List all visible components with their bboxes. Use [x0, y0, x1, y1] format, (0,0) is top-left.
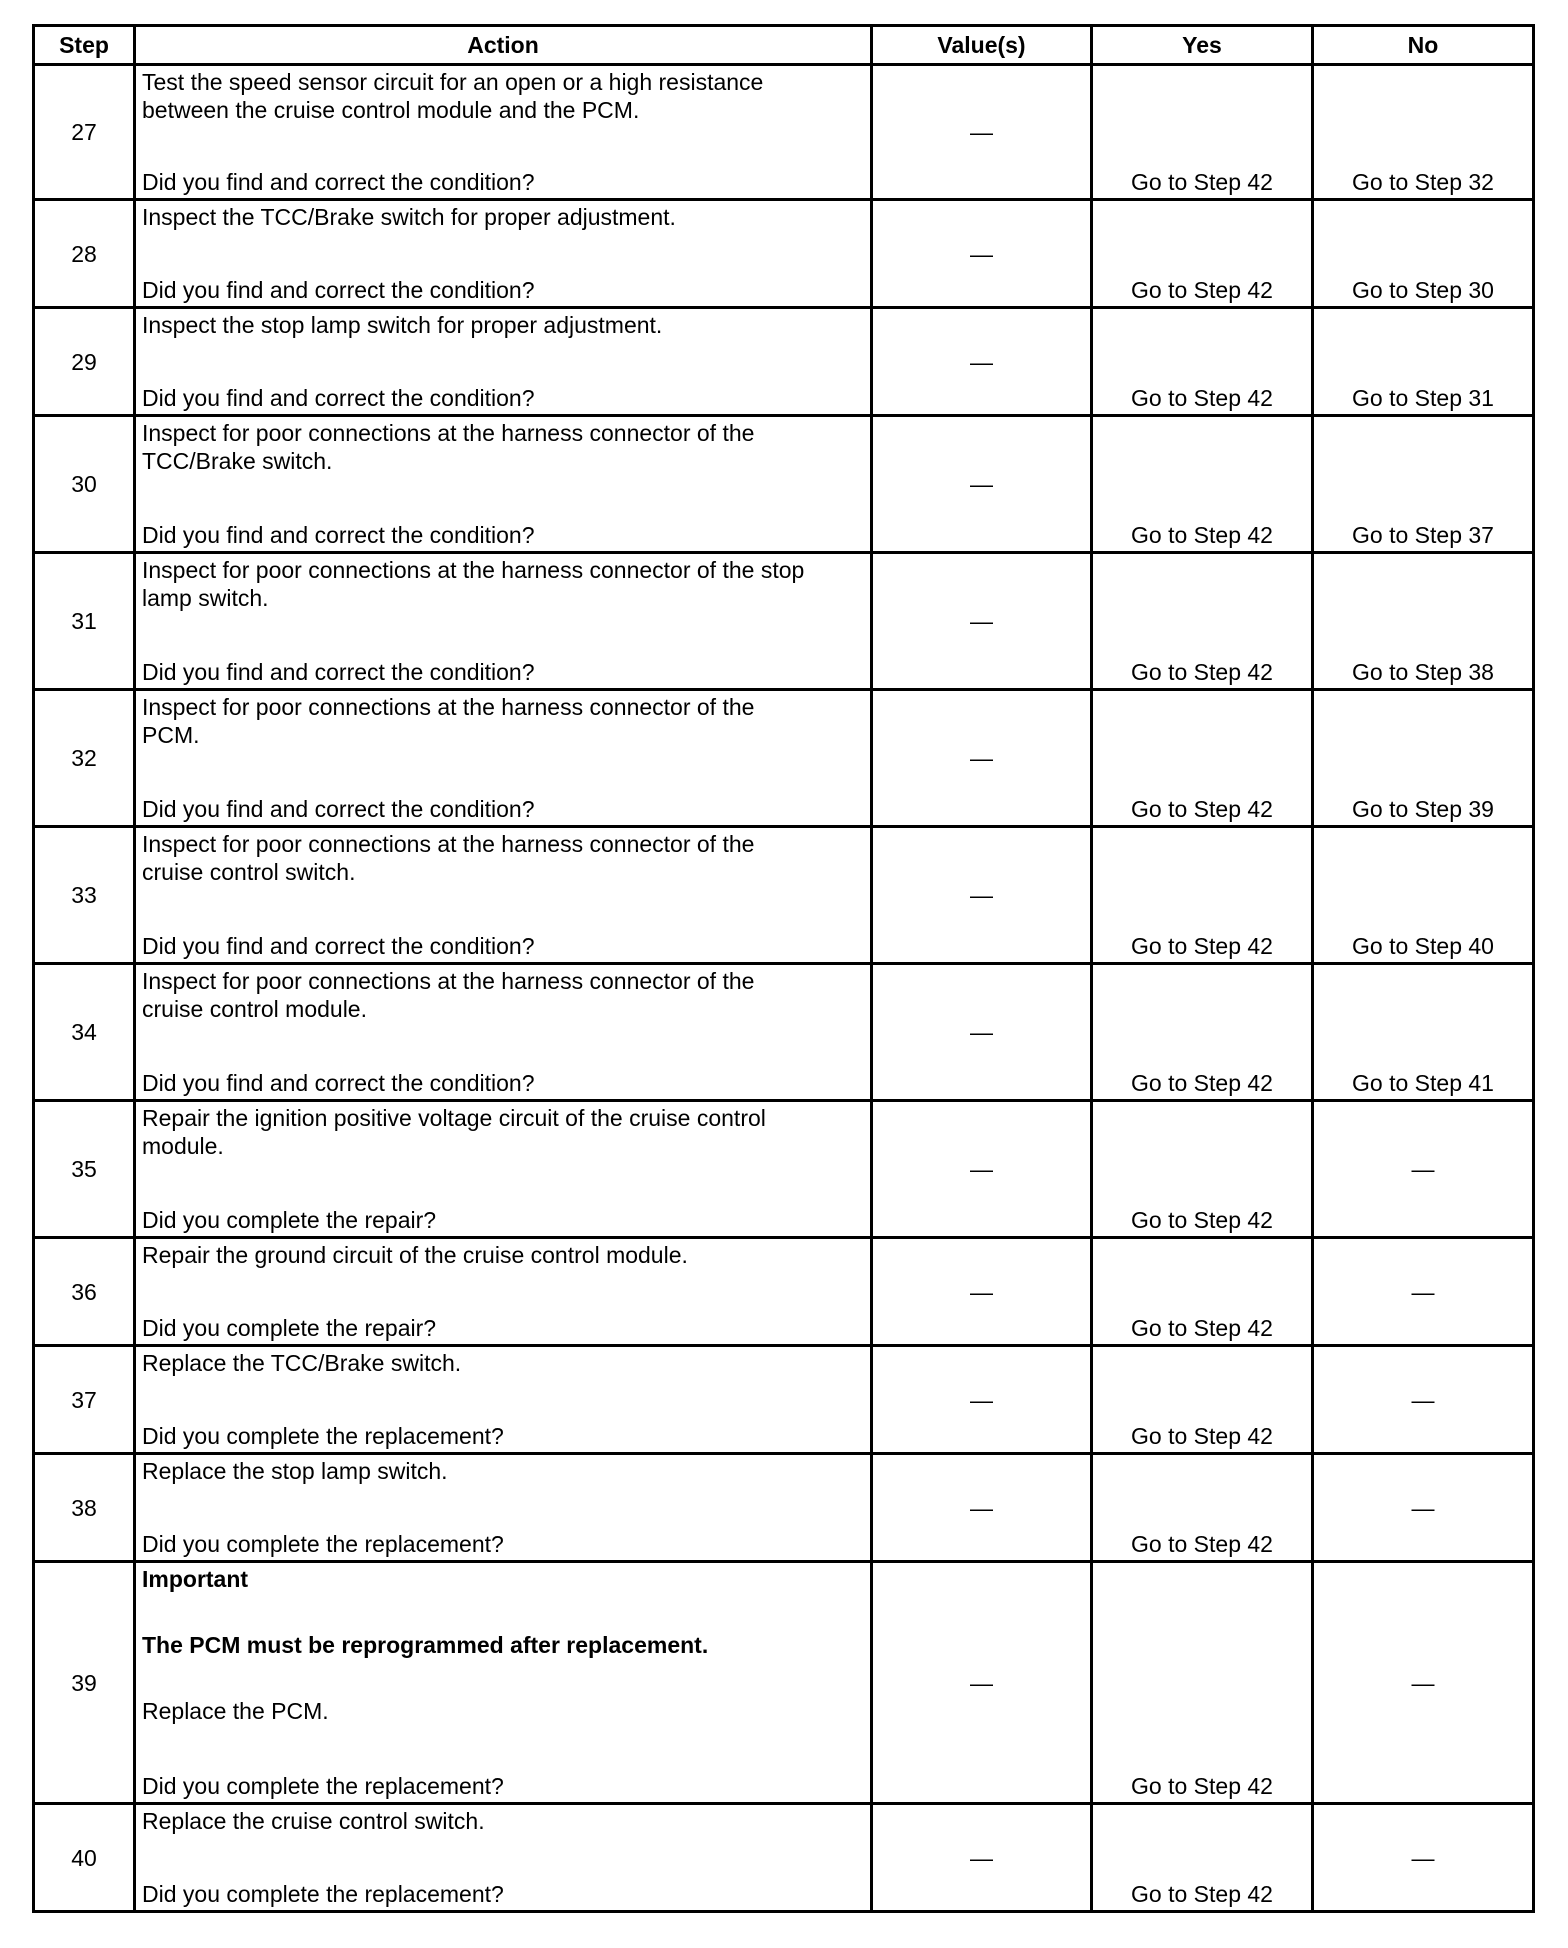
action-line: cruise control switch. — [142, 859, 356, 885]
value-cell: — — [872, 553, 1092, 690]
action-question: Did you find and correct the condition? — [142, 659, 535, 685]
table-row — [34, 1346, 1534, 1454]
action-instructions — [142, 309, 864, 339]
action-instructions — [142, 828, 864, 886]
action-line: Repair the ignition positive voltage circuit of the cruise control — [142, 1105, 766, 1131]
action-line: lamp switch. — [142, 585, 269, 611]
value-cell: — — [872, 1101, 1092, 1238]
table-row — [34, 308, 1534, 416]
action-line: Replace the stop lamp switch. — [142, 1458, 448, 1484]
action-question: Did you complete the replacement? — [142, 1773, 504, 1799]
value-cell: — — [872, 308, 1092, 416]
diagnostic-table — [32, 24, 1535, 1913]
action-line: PCM. — [142, 722, 200, 748]
action-instructions — [142, 554, 864, 612]
action-instructions — [142, 1102, 864, 1160]
no-cell: — — [1313, 1562, 1534, 1804]
table-row — [34, 1562, 1534, 1804]
value-cell: — — [872, 690, 1092, 827]
header-no: No — [1313, 26, 1534, 65]
step-number: 34 — [34, 964, 135, 1101]
step-number: 31 — [34, 553, 135, 690]
header-row — [34, 26, 1534, 65]
no-cell: Go to Step 37 — [1313, 416, 1534, 553]
action-line: module. — [142, 1133, 224, 1159]
table-row — [34, 1804, 1534, 1912]
yes-cell: Go to Step 42 — [1092, 1101, 1313, 1238]
yes-cell: Go to Step 42 — [1092, 416, 1313, 553]
header-values: Value(s) — [872, 26, 1092, 65]
no-cell: Go to Step 39 — [1313, 690, 1534, 827]
action-question: Did you complete the replacement? — [142, 1531, 504, 1557]
table-body — [34, 65, 1534, 1912]
table-row — [34, 1238, 1534, 1346]
yes-cell: Go to Step 42 — [1092, 964, 1313, 1101]
no-cell: Go to Step 32 — [1313, 65, 1534, 200]
action-line: Inspect the stop lamp switch for proper adjustment. — [142, 312, 663, 338]
no-cell: Go to Step 31 — [1313, 308, 1534, 416]
yes-cell: Go to Step 42 — [1092, 553, 1313, 690]
action-line: cruise control module. — [142, 996, 367, 1022]
yes-cell: Go to Step 42 — [1092, 200, 1313, 308]
value-cell: — — [872, 1562, 1092, 1804]
table-row — [34, 1101, 1534, 1238]
action-question: Did you find and correct the condition? — [142, 933, 535, 959]
action-question: Did you complete the replacement? — [142, 1881, 504, 1907]
step-number: 39 — [34, 1562, 135, 1804]
no-cell: — — [1313, 1101, 1534, 1238]
step-number: 32 — [34, 690, 135, 827]
value-cell: — — [872, 827, 1092, 964]
action-cell — [135, 1562, 872, 1804]
no-cell: Go to Step 38 — [1313, 553, 1534, 690]
header-yes: Yes — [1092, 26, 1313, 65]
action-question: Did you find and correct the condition? — [142, 796, 535, 822]
action-line: Inspect for poor connections at the harness connector of the — [142, 420, 755, 446]
step-number: 38 — [34, 1454, 135, 1562]
action-instructions — [142, 1805, 864, 1835]
table-row — [34, 416, 1534, 553]
action-instructions — [142, 417, 864, 475]
action-cell — [135, 416, 872, 553]
yes-cell: Go to Step 42 — [1092, 1804, 1313, 1912]
action-instructions — [142, 1455, 864, 1485]
step-number: 27 — [34, 65, 135, 200]
action-cell — [135, 1454, 872, 1562]
step-number: 33 — [34, 827, 135, 964]
action-cell — [135, 1238, 872, 1346]
step-number: 29 — [34, 308, 135, 416]
action-line: Repair the ground circuit of the cruise control module. — [142, 1242, 688, 1268]
yes-cell: Go to Step 42 — [1092, 690, 1313, 827]
table-row — [34, 1454, 1534, 1562]
value-cell: — — [872, 1238, 1092, 1346]
step-number: 40 — [34, 1804, 135, 1912]
value-cell: — — [872, 1454, 1092, 1562]
value-cell: — — [872, 200, 1092, 308]
yes-cell: Go to Step 42 — [1092, 1346, 1313, 1454]
table-row — [34, 553, 1534, 690]
action-line: Inspect for poor connections at the harness connector of the stop — [142, 557, 805, 583]
action-cell — [135, 1101, 872, 1238]
yes-cell: Go to Step 42 — [1092, 1454, 1313, 1562]
step-number: 35 — [34, 1101, 135, 1238]
step-number: 36 — [34, 1238, 135, 1346]
no-cell: Go to Step 41 — [1313, 964, 1534, 1101]
action-line: between the cruise control module and the PCM. — [142, 97, 640, 123]
action-question: Did you complete the repair? — [142, 1207, 437, 1233]
action-question: Did you find and correct the condition? — [142, 522, 535, 548]
action-cell — [135, 827, 872, 964]
no-cell: — — [1313, 1238, 1534, 1346]
no-cell: Go to Step 30 — [1313, 200, 1534, 308]
action-line: Test the speed sensor circuit for an open or a high resistance — [142, 69, 764, 95]
action-instructions — [142, 691, 864, 749]
important-label: Important — [142, 1566, 249, 1592]
table-row — [34, 200, 1534, 308]
table-row — [34, 65, 1534, 200]
action-instructions — [142, 1239, 864, 1269]
table-row — [34, 827, 1534, 964]
action-line: Inspect for poor connections at the harness connector of the — [142, 968, 755, 994]
action-cell — [135, 964, 872, 1101]
yes-cell: Go to Step 42 — [1092, 1562, 1313, 1804]
no-cell: Go to Step 40 — [1313, 827, 1534, 964]
step-number: 37 — [34, 1346, 135, 1454]
action-question: Did you complete the replacement? — [142, 1423, 504, 1449]
action-instructions — [142, 1563, 864, 1725]
action-question: Did you find and correct the condition? — [142, 169, 535, 195]
action-question: Did you complete the repair? — [142, 1315, 437, 1341]
yes-cell: Go to Step 42 — [1092, 1238, 1313, 1346]
action-line: Replace the PCM. — [142, 1698, 329, 1724]
action-line: Inspect the TCC/Brake switch for proper adjustment. — [142, 204, 676, 230]
action-cell — [135, 1804, 872, 1912]
header-step: Step — [34, 26, 135, 65]
action-instructions — [142, 965, 864, 1023]
no-cell: — — [1313, 1454, 1534, 1562]
step-number: 28 — [34, 200, 135, 308]
yes-cell: Go to Step 42 — [1092, 65, 1313, 200]
yes-cell: Go to Step 42 — [1092, 308, 1313, 416]
action-line: Replace the TCC/Brake switch. — [142, 1350, 462, 1376]
table-row — [34, 964, 1534, 1101]
action-line: TCC/Brake switch. — [142, 448, 333, 474]
action-line: Inspect for poor connections at the harness connector of the — [142, 694, 755, 720]
yes-cell: Go to Step 42 — [1092, 827, 1313, 964]
action-question: Did you find and correct the condition? — [142, 277, 535, 303]
action-instructions — [142, 66, 864, 124]
value-cell: — — [872, 1346, 1092, 1454]
action-question: Did you find and correct the condition? — [142, 1070, 535, 1096]
action-cell — [135, 200, 872, 308]
value-cell: — — [872, 1804, 1092, 1912]
important-note: The PCM must be reprogrammed after replacement. — [142, 1632, 709, 1658]
value-cell: — — [872, 964, 1092, 1101]
action-line: Replace the cruise control switch. — [142, 1808, 485, 1834]
value-cell: — — [872, 416, 1092, 553]
action-question: Did you find and correct the condition? — [142, 385, 535, 411]
value-cell: — — [872, 65, 1092, 200]
action-instructions — [142, 1347, 864, 1377]
action-instructions — [142, 201, 864, 231]
step-number: 30 — [34, 416, 135, 553]
no-cell: — — [1313, 1346, 1534, 1454]
header-action: Action — [135, 26, 872, 65]
action-line: Inspect for poor connections at the harness connector of the — [142, 831, 755, 857]
action-cell — [135, 553, 872, 690]
table-row — [34, 690, 1534, 827]
action-cell — [135, 1346, 872, 1454]
action-cell — [135, 690, 872, 827]
action-cell — [135, 65, 872, 200]
action-cell — [135, 308, 872, 416]
no-cell: — — [1313, 1804, 1534, 1912]
